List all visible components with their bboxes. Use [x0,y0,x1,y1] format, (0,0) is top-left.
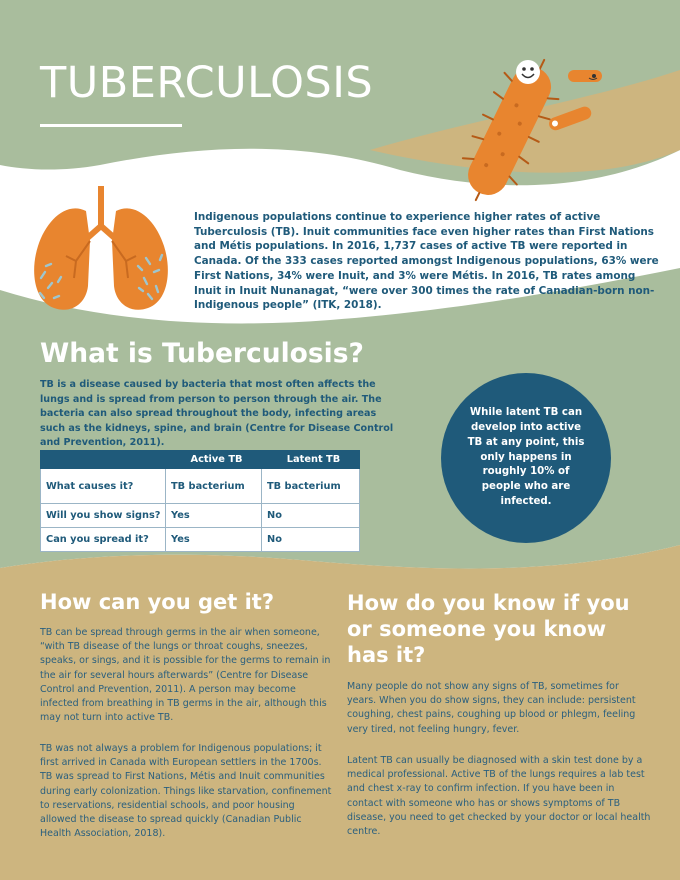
bacteria-illustration [450,40,620,210]
how-know-paragraph-1: Many people do not show any signs of TB, sometimes for years. When you do show signs, they can include: persistent coughing, chest pains, coughing up blood or phlegm, feeling very tired, not feeling hungry, fever. [347,681,636,735]
bacterium-small-icon [568,70,602,82]
page-title: TUBERCULOSIS [40,58,374,108]
table-cell: Yes [166,504,262,528]
how-get-paragraph-1: TB can be spread through germs in the air when someone, “with TB disease of the lungs or throat coughs, sneezes, speaks, or sings, and it is possible for the germs to remain in the air for several hours afterwards” (Centre for Disease Control and Prevention, 2011). A person may become infected from breathing in TB germs in the air, although this may not turn into active TB. [40,627,331,724]
how-know-paragraph-2: Latent TB can usually be diagnosed with a skin test done by a medical professional. Active TB of the lungs requires a lab test and chest x-ray to confirm infection. If you have been in contact with someone who has or shows symptoms of TB disease, you need to get checked by your doctor or local health centre. [347,755,651,838]
intro-paragraph: Indigenous populations continue to experience higher rates of active Tuberculosis (TB). Inuit communities face even higher rates than First Nations and Métis populations. In 2016, 1,737 cases of active TB were reported in Canada. Of the 333 cases reported amongst Indigenous populations, 63% were First Nations, 34% were Inuit, and 3% were Métis. In 2016, TB rates among Inuit in Inuit Nunanagat, “were over 300 times the rate of Canadian-born non-Indigenous people” (ITK, 2018). [194,211,659,312]
how-know-heading: How do you know if you or someone you know has it? [347,591,630,667]
lungs-icon [26,186,176,316]
latent-tb-callout [441,373,611,543]
table-cell: No [262,528,360,552]
table-header-row [41,451,360,469]
what-is-paragraph: TB is a disease caused by bacteria that most often affects the lungs and is spread from person to person through the air. The bacteria can also spread throughout the body, infecting areas such as the kidneys, spine, and brain (Centre for Disease Control and Prevention, 2011). [40,379,394,449]
table-row [41,469,360,504]
table-row [41,504,360,528]
table-cell: What causes it? [41,469,166,504]
title-underline [40,124,182,127]
tb-comparison-table [40,450,360,552]
bacterium-tiny-icon [547,105,593,132]
table-row [41,528,360,552]
table-header-cell [41,451,166,469]
table-cell: Can you spread it? [41,528,166,552]
table-cell: TB bacterium [166,469,262,504]
table-cell: TB bacterium [262,469,360,504]
table-cell: Yes [166,528,262,552]
table-header-cell: Active TB [166,451,262,469]
table-cell: Will you show signs? [41,504,166,528]
table-cell: No [262,504,360,528]
what-is-heading: What is Tuberculosis? [40,338,364,369]
how-get-paragraph-2: TB was not always a problem for Indigenous populations; it first arrived in Canada with European settlers in the 1700s. TB was spread to First Nations, Métis and Inuit communities during early colonization. Things like starvation, confinement to reservations, residential schools, and poor housing allowed the disease to spread quickly (Canadian Public Health Association, 2018). [40,743,332,840]
callout-text: While latent TB can develop into active TB at any point, this only happens in roughly 10% of people who are infected. [467,407,585,507]
how-get-heading: How can you get it? [40,590,275,614]
table-header-cell: Latent TB [262,451,360,469]
